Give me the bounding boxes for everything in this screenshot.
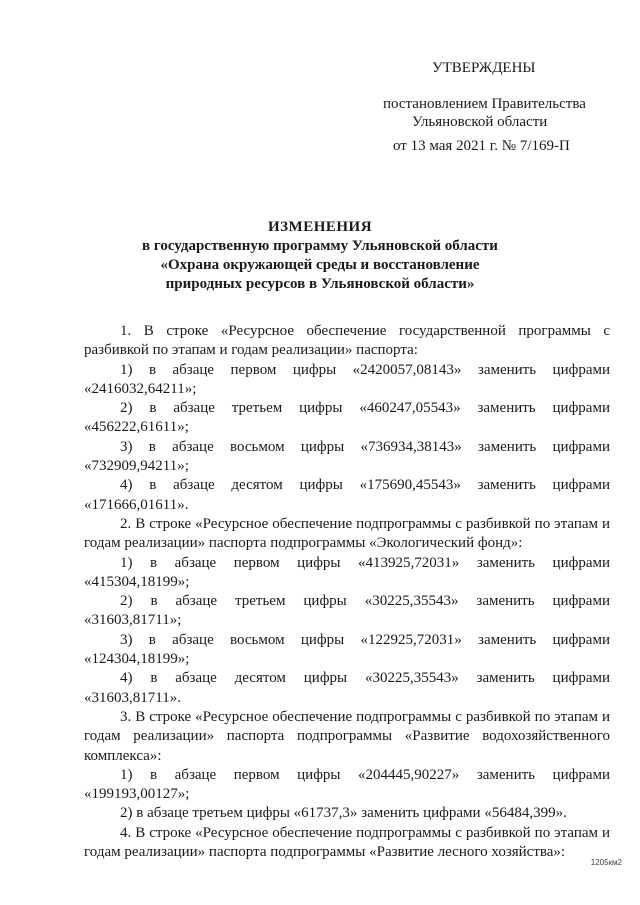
approved-by-line2: Ульяновской области <box>412 114 548 130</box>
footer-code: 1205км2 <box>590 858 622 867</box>
paragraph: 2) в абзаце третьем цифры «460247,05543» заменить цифрами «456222,61611»; <box>84 400 610 436</box>
paragraph: 4. В строке «Ресурсное обеспечение подпрограммы с разбивкой по этапам и годам реализации» паспорта подпрограммы «Развитие лесного хозяйства»: <box>84 824 610 861</box>
document-body <box>84 322 610 862</box>
paragraph: 3) в абзаце восьмом цифры «122925,72031» заменить цифрами «124304,18199»; <box>84 631 610 668</box>
approved-by-line1: постановлением Правительства <box>383 96 586 112</box>
approval-date: от 13 мая 2021 г. № 7/169-П <box>393 138 570 154</box>
title-sub-3: природных ресурсов в Ульяновской области» <box>165 276 475 292</box>
paragraph: 3. В строке «Ресурсное обеспечение подпрограммы с разбивкой по этапам и годам реализации» паспорта подпрограммы «Развитие водохозяйственного комплекса»: <box>84 708 610 764</box>
paragraph: 2) в абзаце третьем цифры «61737,3» заменить цифрами «56484,399». <box>120 805 567 822</box>
document-title <box>0 218 640 294</box>
paragraph: 2) в абзаце третьем цифры «30225,35543» заменить цифрами «31603,81711»; <box>84 593 610 629</box>
paragraph: 1) в абзаце первом цифры «413925,72031» заменить цифрами «415304,18199»; <box>84 554 610 590</box>
approved-label: УТВЕРЖДЕНЫ <box>432 60 536 76</box>
title-main: ИЗМЕНЕНИЯ <box>267 219 373 235</box>
paragraph: 1. В строке «Ресурсное обеспечение государственной программы с разбивкой по этапам и годам реализации» паспорта: <box>84 323 610 359</box>
title-sub-2: «Охрана окружающей среды и восстановление <box>160 257 480 273</box>
title-sub-1: в государственную программу Ульяновской области <box>142 238 498 254</box>
paragraph: 1) в абзаце первом цифры «2420057,08143» заменить цифрами «2416032,64211»; <box>84 361 610 397</box>
paragraph: 3) в абзаце восьмом цифры «736934,38143» заменить цифрами «732909,94211»; <box>84 438 610 475</box>
paragraph: 4) в абзаце десятом цифры «175690,45543» заменить цифрами «171666,01611». <box>84 477 610 513</box>
paragraph: 2. В строке «Ресурсное обеспечение подпрограммы с разбивкой по этапам и годам реализации» паспорта подпрограммы «Экологический фонд»: <box>84 515 610 552</box>
paragraph: 4) в абзаце десятом цифры «30225,35543» заменить цифрами «31603,81711». <box>84 670 610 706</box>
paragraph: 1) в абзаце первом цифры «204445,90227» заменить цифрами «199193,00127»; <box>84 766 610 803</box>
